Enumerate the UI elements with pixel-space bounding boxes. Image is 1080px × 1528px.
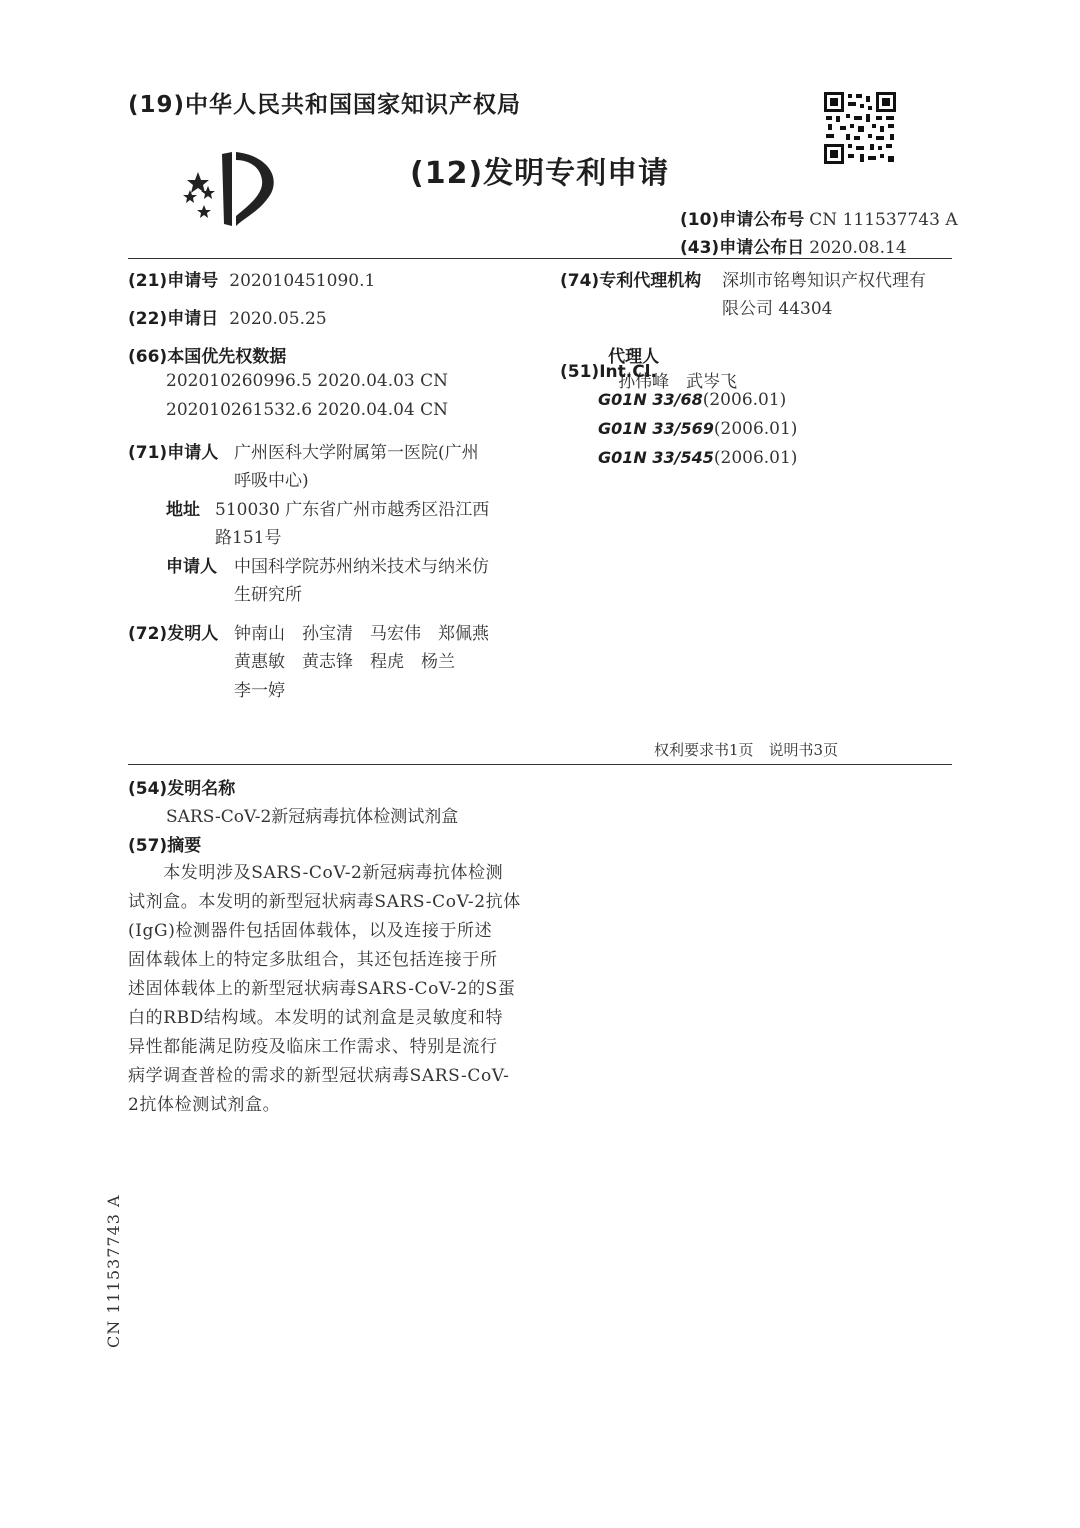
abstract-line: 异性都能满足防疫及临床工作需求、特别是流行 <box>128 1037 498 1057</box>
inventor-label: (72)发明人 <box>128 624 219 644</box>
invention-title: SARS-CoV-2新冠病毒抗体检测试剂盒 <box>166 807 459 827</box>
applicant-line: 广州医科大学附属第一医院(广州 <box>234 443 479 463</box>
address-line: 510030 广东省广州市越秀区沿江西 <box>215 500 490 520</box>
agency-line: 限公司 44304 <box>722 299 833 319</box>
cnipa-logo <box>178 150 283 230</box>
priority-item: 202010261532.6 2020.04.04 CN <box>166 400 449 420</box>
abstract-line: 试剂盒。本发明的新型冠状病毒SARS-CoV-2抗体 <box>128 892 521 912</box>
app-number: 202010451090.1 <box>229 271 376 291</box>
applicant2-label: 申请人 <box>166 557 217 577</box>
priority-label: (66)本国优先权数据 <box>128 347 287 367</box>
inventor-line: 钟南山 孙宝清 马宏伟 郑佩燕 <box>234 624 489 644</box>
ipc-code: G01N 33/545 <box>598 448 714 467</box>
inventor-line: 黄惠敏 黄志锋 程虎 杨兰 <box>234 652 455 672</box>
document-type: (12)发明专利申请 <box>410 156 670 191</box>
side-publication-number: CN 111537743 A <box>104 1194 123 1348</box>
qr-code <box>824 92 896 164</box>
app-number-label: (21)申请号 <box>128 271 219 291</box>
pub-date-label: (43)申请公布日 <box>680 238 805 258</box>
app-number-row <box>128 266 375 291</box>
abstract-line: (IgG)检测器件包括固体载体，以及连接于所述 <box>128 921 493 941</box>
app-date-label: (22)申请日 <box>128 309 219 329</box>
abstract-line: 固体载体上的特定多肽组合，其还包括连接于所 <box>128 950 498 970</box>
agency-label: (74)专利代理机构 <box>560 271 702 291</box>
address-label: 地址 <box>166 500 200 520</box>
abstract-line: 2抗体检测试剂盒。 <box>128 1095 281 1115</box>
title-label: (54)发明名称 <box>128 779 236 799</box>
intcl-label: (51)Int.Cl. <box>560 362 657 382</box>
abstract-line: 病学调查普检的需求的新型冠状病毒SARS-CoV- <box>128 1066 510 1086</box>
applicant2-line: 中国科学院苏州纳米技术与纳米仿 <box>234 557 489 577</box>
ipc-version: (2006.01) <box>702 390 787 410</box>
app-date-row <box>128 304 327 329</box>
agent-label: 代理人 <box>608 347 660 367</box>
pub-number-row <box>680 205 958 230</box>
pub-number: CN 111537743 A <box>809 210 958 230</box>
pub-number-label: (10)申请公布号 <box>680 210 805 230</box>
ipc-version: (2006.01) <box>713 419 798 439</box>
intcl-item <box>598 448 797 468</box>
ipc-version: (2006.01) <box>713 448 798 468</box>
abstract-line: 述固体载体上的新型冠状病毒SARS-CoV-2的S蛋 <box>128 979 516 999</box>
pub-date-row <box>680 233 907 258</box>
abstract-line: 白的RBD结构域。本发明的试剂盒是灵敏度和特 <box>128 1008 504 1028</box>
agents: 孙伟峰 武岑飞 <box>618 372 738 392</box>
applicant-label: (71)申请人 <box>128 443 219 463</box>
inventor-line: 李一婷 <box>234 681 285 701</box>
intcl-item <box>598 390 786 410</box>
abstract-line: 本发明涉及SARS-CoV-2新冠病毒抗体检测 <box>128 863 504 883</box>
pages-note: 权利要求书1页 说明书3页 <box>654 741 839 759</box>
section-divider <box>128 764 952 765</box>
priority-item: 202010260996.5 2020.04.03 CN <box>166 371 449 391</box>
header-divider <box>128 258 952 259</box>
applicant-line: 呼吸中心) <box>234 471 309 491</box>
office-name: (19)中华人民共和国国家知识产权局 <box>128 92 522 118</box>
address-line: 路151号 <box>215 528 282 548</box>
ipc-code: G01N 33/569 <box>598 419 714 438</box>
applicant2-line: 生研究所 <box>234 585 302 605</box>
pub-date: 2020.08.14 <box>809 238 907 258</box>
abstract-label: (57)摘要 <box>128 836 202 856</box>
app-date: 2020.05.25 <box>229 309 327 329</box>
agency-line: 深圳市铭粤知识产权代理有 <box>722 271 926 291</box>
intcl-item <box>598 419 797 439</box>
ipc-code: G01N 33/68 <box>598 390 703 409</box>
abstract-body <box>128 858 528 1119</box>
